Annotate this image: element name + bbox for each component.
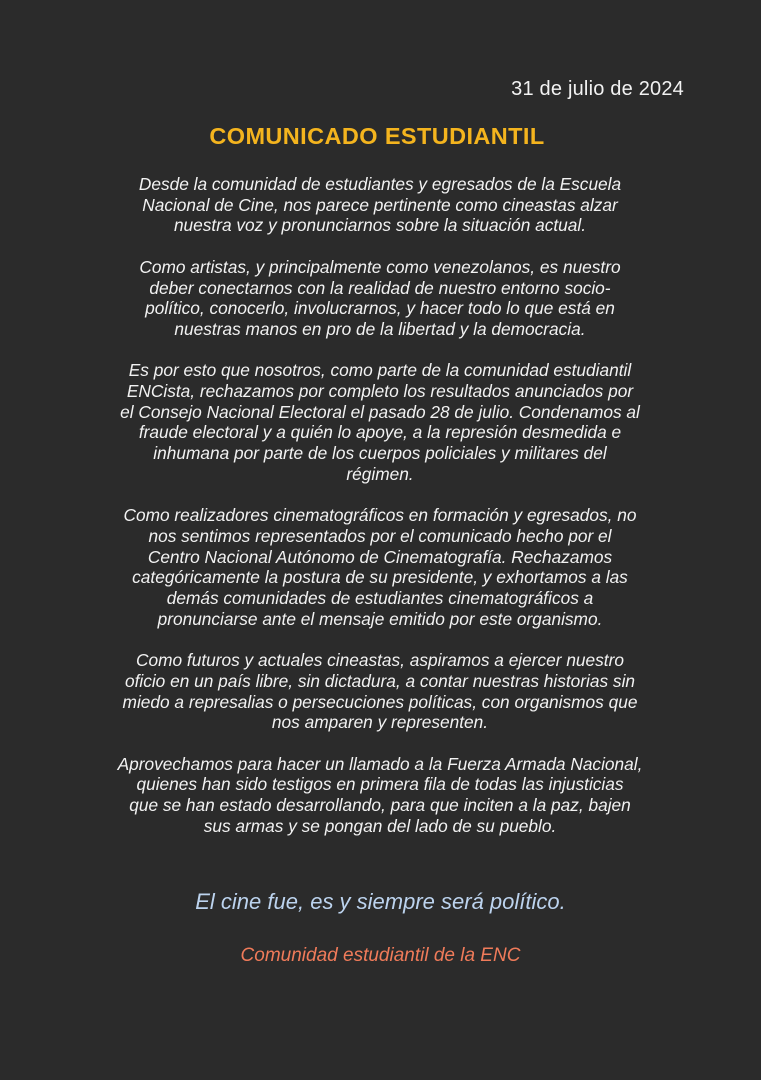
paragraph-rejection <box>66 360 694 484</box>
closing-slogan: El cine fue, es y siempre será político. <box>195 889 566 914</box>
paragraph-line: ENCista, rechazamos por completo los resultados anunciados por <box>126 381 634 401</box>
paragraph-line: pronunciarse ante el mensaje emitido por este organismo. <box>157 608 603 629</box>
paragraph-line: quienes han sido testigos en primera fila de todas las injusticias <box>136 774 624 795</box>
paragraph-line: Como futuros y actuales cineastas, aspiramos a ejercer nuestro <box>136 650 624 671</box>
paragraph-line: Nacional de Cine, nos parece pertinente como cineastas alzar <box>142 194 618 215</box>
paragraph-line: Como artistas, y principalmente como venezolanos, es nuestro <box>139 256 621 277</box>
paragraph-line: categóricamente la postura de su presidente, y exhortamos a las <box>132 567 628 588</box>
statement-body <box>66 174 694 857</box>
paragraph-line: Como realizadores cinematográficos en formación y egresados, no <box>123 505 637 526</box>
statement-title: COMUNICADO ESTUDIANTIL <box>209 123 545 149</box>
paragraph-line: nos amparen y representen. <box>271 712 489 733</box>
paragraph-line: nuestra voz y pronunciarnos sobre la situación actual. <box>173 215 587 236</box>
paragraph-artists <box>66 257 694 340</box>
paragraph-future <box>66 650 694 733</box>
paragraph-line: sus armas y se pongan del lado de su pueblo. <box>203 815 557 836</box>
paragraph-line: nuestras manos en pro de la libertad y la democracia. <box>174 318 586 339</box>
paragraph-line: deber conectarnos con la realidad de nuestro entorno socio- <box>149 277 611 298</box>
paragraph-line: inhumana por parte de los cuerpos policiales y militares del <box>153 443 607 464</box>
signature: Comunidad estudiantil de la ENC <box>240 945 521 966</box>
paragraph-line: nos sentimos representados por el comunicado hecho por el <box>148 525 612 546</box>
paragraph-line: el Consejo Nacional Electoral el pasado 28 de julio. Condenamos al <box>120 401 640 422</box>
paragraph-line: Centro Nacional Autónomo de Cinematografía. Rechazamos <box>147 546 613 567</box>
paragraph-intro <box>66 174 694 236</box>
paragraph-line: Aprovechamos para hacer un llamado a la Fuerza Armada Nacional, <box>117 753 643 774</box>
paragraph-line: demás comunidades de estudiantes cinematográficos a <box>166 588 594 609</box>
paragraph-line: Desde la comunidad de estudiantes y egresados de la Escuela <box>138 174 622 194</box>
paragraph-line: que se han estado desarrollando, para que inciten a la paz, bajen <box>129 795 631 816</box>
paragraph-line: régimen. <box>346 463 414 484</box>
paragraph-line: Es por esto que nosotros, como parte de la comunidad estudiantil <box>128 360 632 381</box>
paragraph-cnac <box>66 505 694 629</box>
paragraph-line: miedo a represalias o persecuciones políticas, con organismos que <box>122 691 638 712</box>
paragraph-line: político, conocerlo, involucrarnos, y hacer todo lo que está en <box>145 298 615 319</box>
statement-date: 31 de julio de 2024 <box>511 78 684 100</box>
paragraph-armed-forces <box>66 754 694 837</box>
paragraph-line: oficio en un país libre, sin dictadura, a contar nuestras historias sin <box>124 670 636 691</box>
paragraph-line: fraude electoral y a quién lo apoye, a la represión desmedida e <box>138 422 622 443</box>
